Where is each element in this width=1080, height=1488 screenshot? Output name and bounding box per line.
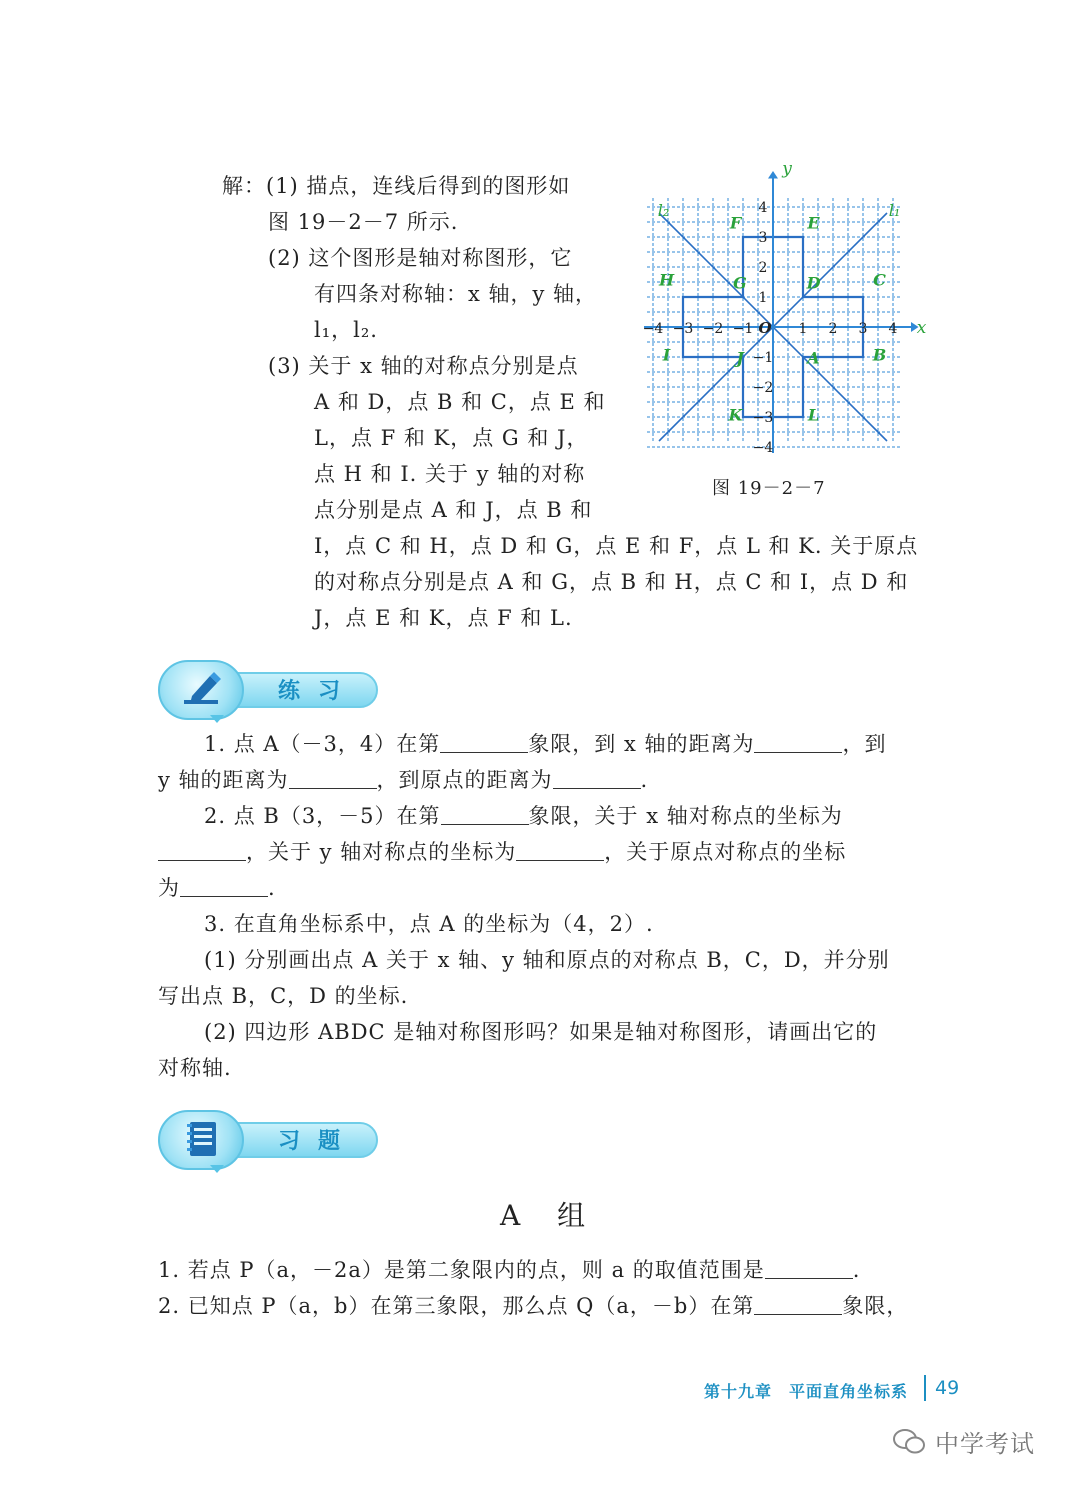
- page-number: 49: [935, 1377, 960, 1399]
- coordinate-figure: [625, 159, 927, 465]
- practice-line: (2) 四边形 ABDC 是轴对称图形吗？如果是轴对称图形，请画出它的: [204, 1020, 878, 1044]
- exercises-banner-label: 习题: [278, 1129, 359, 1154]
- practice-banner: [158, 660, 380, 720]
- solution-line: l₁，l₂.: [314, 318, 378, 342]
- y-axis-label: y: [782, 159, 792, 179]
- x-tick-label: −3: [672, 321, 694, 337]
- point-label: A: [807, 348, 820, 368]
- line-label-l1: l₁: [888, 201, 901, 220]
- point-label: G: [733, 273, 747, 293]
- exercise-line: 2. 已知点 P（a，b）在第三象限，那么点 Q（a，－b）在第 象限，: [158, 1294, 909, 1318]
- x-tick-label: −2: [702, 321, 724, 337]
- figure-caption: 图 19－2－7: [712, 478, 826, 499]
- answer-blank[interactable]: [180, 874, 268, 897]
- notebook-icon: [178, 1116, 226, 1164]
- origin-label: O: [758, 319, 772, 337]
- x-tick-label: 4: [888, 321, 898, 337]
- solution-line: 解：(1) 描点，连线后得到的图形如: [222, 174, 571, 198]
- x-axis-label: x: [916, 318, 927, 338]
- practice-line: ，关于 y 轴对称点的坐标为 ，关于原点对称点的坐标: [158, 834, 846, 870]
- practice-line: 对称轴.: [158, 1056, 232, 1080]
- y-tick-label: 3: [758, 230, 768, 246]
- solution-line: (3) 关于 x 轴的对称点分别是点: [268, 354, 579, 378]
- point-label: H: [658, 270, 675, 290]
- pencil-icon: [178, 666, 226, 714]
- point-label: K: [728, 405, 743, 425]
- y-tick-label: −2: [752, 380, 774, 396]
- practice-line: 写出点 B，C，D 的坐标.: [158, 984, 409, 1008]
- solution-line: A 和 D，点 B 和 C，点 E 和: [314, 390, 606, 414]
- solution-line: 的对称点分别是点 A 和 G，点 B 和 H，点 C 和 I，点 D 和: [314, 570, 909, 594]
- answer-blank[interactable]: [765, 1256, 853, 1279]
- answer-blank[interactable]: [553, 766, 641, 789]
- answer-blank[interactable]: [289, 766, 377, 789]
- x-tick-label: 1: [798, 321, 808, 337]
- solution-line: 点分别是点 A 和 J，点 B 和: [314, 498, 593, 522]
- group-title: A 组: [500, 1199, 600, 1232]
- y-axis-arrow: [768, 171, 778, 179]
- x-tick-label: −1: [732, 321, 754, 337]
- point-label: I: [662, 345, 671, 365]
- line-label-l2: l₂: [657, 201, 670, 220]
- answer-blank[interactable]: [158, 838, 246, 861]
- point-label: E: [807, 213, 820, 233]
- answer-blank[interactable]: [516, 838, 604, 861]
- y-tick-label: 1: [758, 290, 768, 306]
- y-tick-label: −3: [752, 410, 774, 426]
- solution-line: 有四条对称轴：x 轴，y 轴，: [314, 282, 598, 306]
- chat-bubble-icon: [893, 1428, 925, 1456]
- solution-line: 图 19－2－7 所示.: [268, 210, 459, 234]
- practice-line: 为 .: [158, 876, 276, 900]
- practice-line: 1. 点 A（－3，4）在第 象限，到 x 轴的距离为 ，到: [204, 732, 887, 756]
- point-label: B: [872, 345, 887, 365]
- y-tick-label: −1: [752, 350, 774, 366]
- footer-divider: [924, 1375, 926, 1401]
- point-label: C: [873, 270, 886, 290]
- practice-line: 2. 点 B（3，－5）在第 象限，关于 x 轴对称点的坐标为: [204, 804, 843, 828]
- x-tick-label: 3: [858, 321, 868, 337]
- point-label: L: [807, 405, 820, 425]
- answer-blank[interactable]: [440, 730, 528, 753]
- figure-labels: [643, 159, 927, 456]
- y-tick-label: 2: [758, 260, 768, 276]
- solution-line: I，点 C 和 H，点 D 和 G，点 E 和 F，点 L 和 K. 关于原点: [314, 534, 919, 558]
- solution-line: J，点 E 和 K，点 F 和 L.: [314, 606, 573, 630]
- x-tick-label: 2: [828, 321, 838, 337]
- solution-line: L，点 F 和 K，点 G 和 J，: [314, 426, 589, 450]
- solution-line: (2) 这个图形是轴对称图形，它: [268, 246, 573, 270]
- practice-line: 3. 在直角坐标系中，点 A 的坐标为（4，2）.: [204, 912, 654, 936]
- point-label: F: [729, 213, 742, 233]
- footer-chapter: 第十九章 平面直角坐标系: [704, 1382, 909, 1401]
- point-label: J: [736, 348, 744, 368]
- exercise-line: 1. 若点 P（a，－2a）是第二象限内的点，则 a 的取值范围是 .: [158, 1258, 861, 1282]
- y-tick-label: 4: [758, 200, 768, 216]
- watermark-text: 中学考试: [935, 1430, 1035, 1458]
- solution-line: 点 H 和 I. 关于 y 轴的对称: [314, 462, 586, 486]
- practice-line: y 轴的距离为 ，到原点的距离为 .: [158, 768, 649, 792]
- answer-blank[interactable]: [754, 1292, 842, 1315]
- answer-blank[interactable]: [754, 730, 842, 753]
- practice-line: (1) 分别画出点 A 关于 x 轴、y 轴和原点的对称点 B，C，D，并分别: [204, 948, 890, 972]
- answer-blank[interactable]: [441, 802, 529, 825]
- y-tick-label: −4: [752, 440, 774, 456]
- x-tick-label: −4: [642, 321, 664, 337]
- exercises-banner: [158, 1110, 380, 1170]
- point-label: D: [806, 273, 821, 293]
- practice-banner-label: 练习: [278, 679, 359, 704]
